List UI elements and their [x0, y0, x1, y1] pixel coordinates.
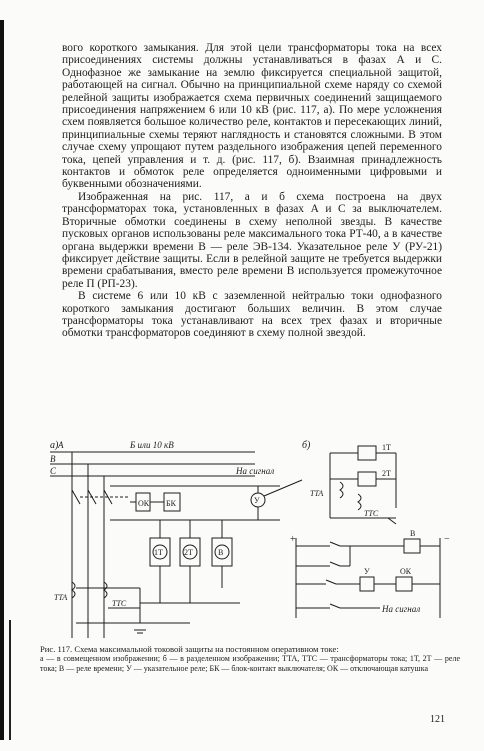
fig-b-1t-label: 1Т [382, 443, 391, 452]
fig-b-y-label: У [364, 567, 370, 576]
fig-tta-label: ТТА [54, 593, 68, 602]
fig-b-plus: + [290, 534, 296, 545]
circuit-figure [40, 438, 460, 643]
fig-b-minus: − [444, 534, 450, 545]
fig-panel-b-label: б) [302, 440, 311, 451]
paragraph-2: Изображенная на рис. 117, а и б схема построена на двух трансформаторах тока, установленных в фазах А и С за выключателем. Вторичные обмотки соединены в схему неполной звезды. В качестве пусковых органов использованы реле максимального тока РТ-40, а в качестве органа выдержки времени В — реле ЭВ-134. Указательное реле У (РУ-21) фиксирует действие защиты. Если в релейной защите не требуется выдержки времени срабатывания, вместо реле времени В используется промежуточное реле П (РП-23). [62, 190, 442, 290]
figure-caption [40, 644, 460, 673]
fig-bk-label: БК [166, 499, 176, 508]
fig-signal-label-a: На сигнал [236, 466, 275, 476]
page-number: 121 [430, 714, 445, 725]
book-spine-shadow-lower [9, 620, 11, 740]
fig-ok-label: ОК [138, 499, 150, 508]
fig-b-ttc-label: ТТС [364, 509, 379, 518]
fig-phase-b: В [50, 454, 56, 464]
paragraph-1: вого короткого замыкания. Для этой цели трансформаторы тока на всех присоединениях системы должны устанавливаться в фазах А и С. Однофазное же замыкание на землю фиксируется специальной защитой, работающей на сигнал. Обычно на принципиальной схеме наряду со схемой релейной защиты изображается схема первичных соединений защищаемого присоединения напряжением 6 или 10 кВ (рис. 117, а). По мере усложнения схем появляется большое количество реле, контактов и пересекающих линий, принципиальные схемы теряют наглядность и становятся сложными. В этом случае схему упрощают путем раздельного изображения цепей переменного тока, цепей управления и т. д. (рис. 117, б). Взаимная принадлежность контактов и обмоток реле определяется одноименными цифровыми и буквенными обозначениями. [62, 42, 442, 191]
fig-b-2t-label: 2Т [382, 469, 391, 478]
fig-signal-label-b: На сигнал [382, 604, 421, 614]
fig-y-label: У [254, 496, 260, 505]
fig-b-ok-label: ОК [400, 567, 412, 576]
fig-v-label: В [218, 548, 224, 557]
fig-bus-label: Б или 10 кВ [130, 440, 174, 450]
body-text [62, 42, 442, 340]
fig-b-tta-label: ТТА [310, 489, 324, 498]
caption-legend: а — в совмещенном изображении; б — в разделенном изображении; ТТА, ТТС — трансформаторы тока; 1Т, 2Т — реле тока; В — реле времени; У — указательное реле; БК — блок-контакт выключателя; ОК — отключающая катушка [40, 654, 460, 673]
fig-1t-label: 1Т [154, 548, 163, 557]
circuit-diagram [40, 438, 460, 643]
fig-phase-c: С [50, 466, 57, 476]
fig-2t-label: 2Т [184, 548, 193, 557]
fig-panel-a-label: а) [50, 440, 59, 451]
fig-b-v-label: В [410, 529, 416, 538]
caption-title: Рис. 117. Схема максимальной токовой защиты на постоянном оперативном токе: [40, 644, 339, 654]
fig-phase-a: А [58, 440, 64, 450]
book-spine-shadow [0, 20, 4, 740]
paragraph-3: В системе 6 или 10 кВ с заземленной нейтралью токи однофазного короткого замыкания достигают больших величин. В этом случае трансформаторы тока устанавливают на всех трех фазах и вторичные обмотки трансформаторов соединяют в схему полной звездой. [62, 290, 442, 340]
fig-ttc-label: ТТС [112, 599, 127, 608]
